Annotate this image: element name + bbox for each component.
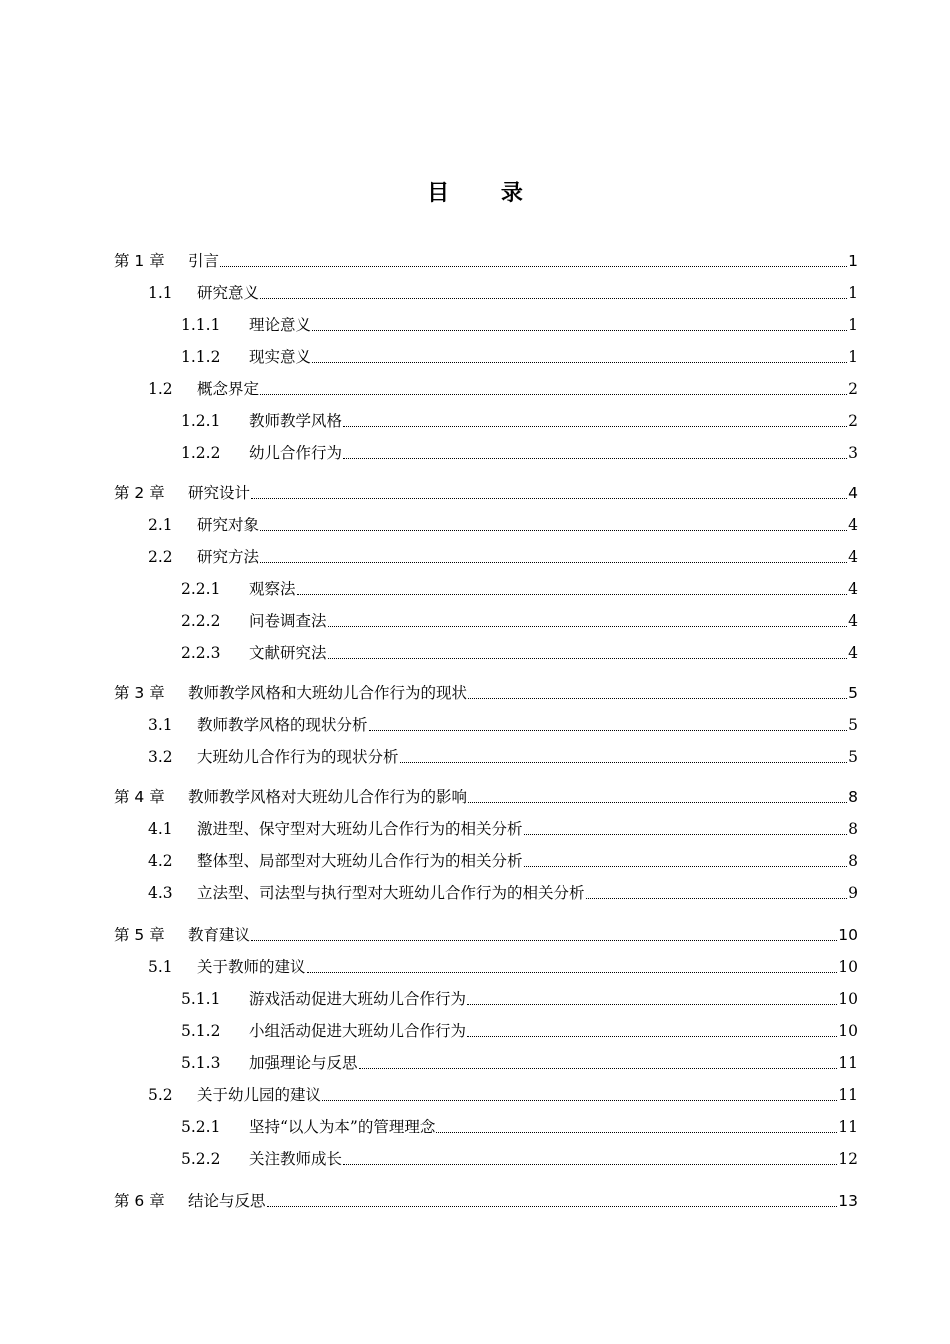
toc-entry-number: 3.2 [148,748,173,766]
toc-entry-label: 教师教学风格 [249,412,343,430]
toc-section-entry[interactable] [148,514,858,536]
toc-entry-page-number: 13 [838,1192,858,1210]
toc-entry-page-number: 5 [848,748,858,766]
toc-section-entry[interactable] [148,882,858,904]
toc-section-entry[interactable] [181,442,858,464]
toc-entry-label: 教师教学风格的现状分析 [197,716,368,734]
toc-entry-page-number: 4 [848,644,858,662]
toc-entry-number: 2.2.2 [181,612,221,630]
toc-entry-page-number: 5 [848,716,858,734]
toc-dot-leader [369,729,848,731]
toc-entry-label: 教师教学风格对大班幼儿合作行为的影响 [188,788,468,806]
toc-section-entry[interactable] [148,746,858,768]
toc-entry-label: 教师教学风格和大班幼儿合作行为的现状 [188,684,468,702]
toc-section-entry[interactable] [148,956,858,978]
toc-entry-page-number: 1 [848,316,858,334]
toc-dot-leader [312,329,847,331]
toc-dot-leader [260,561,847,563]
toc-dot-leader [251,497,847,499]
toc-entry-page-number: 10 [838,958,858,976]
toc-entry-label: 关于幼儿园的建议 [197,1086,322,1104]
toc-section-entry[interactable] [181,642,858,664]
toc-dot-leader [251,939,837,941]
toc-entry-number: 第 1 章 [114,252,165,270]
toc-entry-page-number: 8 [848,852,858,870]
toc-dot-leader [343,457,847,459]
toc-chapter-entry[interactable] [114,482,858,504]
toc-entry-number: 5.1 [148,958,173,976]
toc-entry-page-number: 1 [848,284,858,302]
toc-entry-number: 第 4 章 [114,788,165,806]
toc-entry-label: 坚持“以人为本”的管理理念 [249,1118,436,1136]
toc-entry-page-number: 4 [848,516,858,534]
toc-entry-number: 2.1 [148,516,173,534]
toc-entry-number: 2.2 [148,548,173,566]
toc-section-entry[interactable] [181,1052,858,1074]
toc-entry-label: 现实意义 [249,348,312,366]
toc-entry-page-number: 11 [838,1118,858,1136]
toc-dot-leader [524,833,848,835]
toc-dot-leader [436,1131,837,1133]
toc-section-entry[interactable] [148,546,858,568]
toc-dot-leader [220,265,847,267]
toc-entry-page-number: 4 [848,484,858,502]
toc-entry-label: 问卷调查法 [249,612,327,630]
toc-entry-label: 教育建议 [188,926,251,944]
toc-chapter-entry[interactable] [114,682,858,704]
toc-entry-page-number: 1 [848,252,858,270]
toc-entry-number: 5.1.3 [181,1054,221,1072]
toc-entry-number: 1.2.1 [181,412,221,430]
toc-section-entry[interactable] [181,410,858,432]
toc-entry-label: 引言 [188,252,220,270]
toc-dot-leader [400,761,848,763]
toc-chapter-entry[interactable] [114,786,858,808]
toc-section-entry[interactable] [181,988,858,1010]
toc-section-entry[interactable] [148,378,858,400]
toc-entry-label: 立法型、司法型与执行型对大班幼儿合作行为的相关分析 [197,884,585,902]
toc-section-entry[interactable] [148,850,858,872]
toc-entry-number: 第 3 章 [114,684,165,702]
toc-dot-leader [467,1003,837,1005]
toc-entry-page-number: 4 [848,580,858,598]
toc-section-entry[interactable] [181,1020,858,1042]
toc-entry-page-number: 10 [838,1022,858,1040]
toc-entry-number: 2.2.1 [181,580,221,598]
toc-entry-label: 小组活动促进大班幼儿合作行为 [249,1022,467,1040]
toc-entry-number: 5.2.2 [181,1150,221,1168]
toc-entry-page-number: 4 [848,612,858,630]
toc-entry-number: 1.1.2 [181,348,221,366]
toc-section-entry[interactable] [181,610,858,632]
toc-entry-label: 结论与反思 [188,1192,266,1210]
toc-entry-number: 1.2.2 [181,444,221,462]
toc-entry-number: 4.3 [148,884,173,902]
toc-entry-page-number: 10 [838,926,858,944]
toc-dot-leader [524,865,848,867]
toc-entry-number: 4.1 [148,820,173,838]
toc-entry-label: 加强理论与反思 [249,1054,358,1072]
toc-entry-page-number: 11 [838,1086,858,1104]
toc-entry-label: 整体型、局部型对大班幼儿合作行为的相关分析 [197,852,523,870]
toc-entry-label: 理论意义 [249,316,312,334]
toc-entry-number: 2.2.3 [181,644,221,662]
page-title: 目 录 [427,181,545,206]
toc-chapter-entry[interactable] [114,1190,858,1212]
toc-entry-number: 1.1.1 [181,316,221,334]
toc-entry-page-number: 3 [848,444,858,462]
toc-section-entry[interactable] [181,1148,858,1170]
toc-entry-page-number: 8 [848,820,858,838]
toc-entry-label: 研究设计 [188,484,251,502]
toc-entry-label: 研究意义 [197,284,260,302]
toc-entry-label: 概念界定 [197,380,260,398]
toc-dot-leader [322,1099,837,1101]
toc-entry-label: 大班幼儿合作行为的现状分析 [197,748,399,766]
toc-dot-leader [343,425,847,427]
toc-entry-number: 5.1.1 [181,990,221,1008]
toc-dot-leader [312,361,847,363]
toc-entry-label: 关于教师的建议 [197,958,306,976]
toc-dot-leader [467,1035,837,1037]
toc-entry-label: 文献研究法 [249,644,327,662]
toc-entry-number: 5.2 [148,1086,173,1104]
toc-entry-label: 观察法 [249,580,296,598]
toc-entry-label: 研究方法 [197,548,260,566]
toc-entry-number: 5.2.1 [181,1118,221,1136]
toc-entry-page-number: 2 [848,380,858,398]
toc-entry-number: 第 2 章 [114,484,165,502]
toc-entry-page-number: 1 [848,348,858,366]
toc-dot-leader [468,697,847,699]
toc-section-entry[interactable] [181,1116,858,1138]
toc-dot-leader [343,1163,837,1165]
toc-entry-number: 3.1 [148,716,173,734]
toc-dot-leader [297,593,848,595]
toc-entry-label: 幼儿合作行为 [249,444,343,462]
toc-section-entry[interactable] [148,818,858,840]
toc-dot-leader [328,625,848,627]
toc-entry-page-number: 5 [848,684,858,702]
toc-entry-label: 关注教师成长 [249,1150,343,1168]
toc-section-entry[interactable] [181,346,858,368]
toc-entry-page-number: 9 [848,884,858,902]
toc-entry-page-number: 10 [838,990,858,1008]
toc-entry-page-number: 12 [838,1150,858,1168]
toc-chapter-entry[interactable] [114,250,858,272]
toc-dot-leader [328,657,848,659]
toc-entry-number: 5.1.2 [181,1022,221,1040]
toc-dot-leader [260,297,847,299]
toc-entry-number: 4.2 [148,852,173,870]
toc-chapter-entry[interactable] [114,924,858,946]
toc-entry-label: 研究对象 [197,516,260,534]
toc-section-entry[interactable] [148,282,858,304]
toc-dot-leader [468,801,847,803]
toc-entry-number: 第 6 章 [114,1192,165,1210]
toc-entry-page-number: 8 [848,788,858,806]
toc-entry-page-number: 2 [848,412,858,430]
toc-entry-label: 激进型、保守型对大班幼儿合作行为的相关分析 [197,820,523,838]
toc-entry-page-number: 11 [838,1054,858,1072]
toc-entry-label: 游戏活动促进大班幼儿合作行为 [249,990,467,1008]
toc-dot-leader [267,1205,838,1207]
toc-dot-leader [260,393,847,395]
toc-dot-leader [260,529,847,531]
toc-dot-leader [307,971,838,973]
toc-entry-number: 第 5 章 [114,926,165,944]
toc-entry-page-number: 4 [848,548,858,566]
toc-section-entry[interactable] [148,1084,858,1106]
toc-entry-number: 1.2 [148,380,173,398]
toc-entry-number: 1.1 [148,284,173,302]
toc-dot-leader [359,1067,838,1069]
toc-section-entry[interactable] [181,314,858,336]
toc-dot-leader [586,897,848,899]
toc-section-entry[interactable] [181,578,858,600]
toc-section-entry[interactable] [148,714,858,736]
